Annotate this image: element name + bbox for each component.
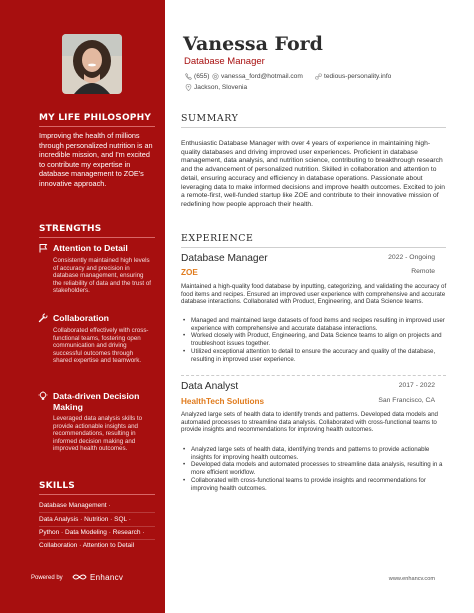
job-bullet: • Managed and maintained large datasets of food items and recipes resulting in improved user experience with comprehensive and accurate database interactions. — [181, 317, 447, 332]
strength-desc: Leveraged data analysis skills to provide actionable insights and recommendations, resulting in informed decision making and improved health outcomes. — [53, 415, 143, 453]
wrench-icon — [38, 313, 48, 323]
link-icon — [315, 73, 322, 80]
sidebar — [0, 0, 165, 613]
candidate-name: Vanessa Ford — [183, 33, 323, 55]
strengths-divider — [39, 237, 155, 238]
job-location: San Francisco, CA — [378, 397, 435, 404]
phone-icon — [185, 73, 192, 80]
job-bullet: • Worked closely with Product, Engineering, and Data Science teams to align on projects and troubleshoot issues together. — [181, 332, 447, 347]
lightbulb-icon — [38, 391, 48, 401]
flag-icon — [38, 243, 48, 253]
strength-desc: Collaborated effectively with cross-functional teams, fostering open communication and driving successful outcomes through shared expertise and teamwork. — [53, 327, 149, 365]
job-bullet: • Collaborated with cross-functional teams to provide insights and recommendations for improving health outcomes. — [181, 477, 447, 492]
experience-divider — [181, 247, 446, 248]
job-company: ZOE — [181, 268, 198, 277]
skill-line: Python · Data Modeling · Research · — [39, 529, 145, 536]
summary-divider — [181, 127, 446, 128]
job-title: Database Manager — [181, 253, 268, 264]
footer-url[interactable]: www.enhancv.com — [388, 576, 435, 582]
location-text: Jackson, Slovenia — [194, 84, 248, 91]
skills-divider — [39, 494, 155, 495]
job-location: Remote — [411, 268, 435, 275]
skill-divider — [39, 539, 155, 540]
strength-desc: Consistently maintained high levels of accuracy and precision in database management, ensuring the reliability of data and the trust of stakeholders. — [53, 257, 152, 295]
email-text[interactable]: vanessa_ford@hotmail.com — [221, 73, 303, 80]
job-bullet: • Utilized exceptional attention to detail to ensure the accuracy and quality of the database, resulting in improved user experience. — [181, 348, 447, 363]
job-bullets — [181, 446, 447, 492]
philosophy-divider — [39, 126, 155, 127]
job-title-header: Database Manager — [184, 56, 265, 67]
enhancv-brand[interactable]: Enhancv — [90, 573, 124, 582]
job-title: Data Analyst — [181, 381, 239, 392]
skill-divider — [39, 526, 155, 527]
skill-divider — [39, 512, 155, 513]
job-dates: 2022 - Ongoing — [388, 254, 435, 261]
job-bullets — [181, 317, 447, 363]
skill-line: Data Analysis · Nutrition · SQL · — [39, 516, 131, 523]
skills-heading: SKILLS — [39, 481, 75, 491]
strengths-heading: STRENGTHS — [39, 224, 102, 234]
summary-text: Enthusiastic Database Manager with over 4 years of experience in maintaining high-quality databases and driving improved user experiences. Proficient in database management, data analysis, and nutrition science, contributing to breakthrough research and the advancement of personalized nutrition. Skilled in collaboration and attention to detail, ensuring accuracy and efficiency in database operations. Passionate about leveraging data to make informed decisions and improve health outcomes. Excited to join a remote-first, well-funded startup like ZOE and contribute to their innovative mission of redefining how people approach their health. — [181, 140, 445, 208]
philosophy-heading: MY LIFE PHILOSOPHY — [39, 113, 152, 123]
strength-title: Data-driven Decision Making — [53, 391, 140, 412]
philosophy-text: Improving the health of millions through personalized nutrition is an incredible mission, and I'm excited to contribute my expertise in database management to ZOE's innovative approach. — [39, 131, 153, 188]
job-company: HealthTech Solutions — [181, 397, 265, 406]
experience-heading: EXPERIENCE — [181, 233, 254, 244]
job-description: Maintained a high-quality food database by inputting, categorizing, and validating the accuracy of food items and recipes. Ensured an improved user experience with comprehensive and accurate database interactions. Collaborated with Product, Engineering, and Data Science teams. — [181, 283, 447, 306]
job-bullet: • Developed data models and automated processes to streamline data analysis, resulting in a more efficient workflow. — [181, 461, 447, 476]
email-icon — [212, 73, 219, 80]
strength-title: Attention to Detail — [53, 243, 128, 253]
job-separator — [181, 375, 446, 376]
job-description: Analyzed large sets of health data to identify trends and patterns. Developed data models and automated processes to streamline data analysis. Collaborated with cross-functional teams to provide insights and recommendations for improving health outcomes. — [181, 411, 438, 434]
skill-line: Collaboration · Attention to Detail — [39, 542, 135, 549]
job-dates: 2017 - 2022 — [398, 382, 435, 389]
powered-by-label: Powered by — [31, 575, 63, 581]
skill-line: Database Management · — [39, 502, 111, 509]
location-pin-icon — [185, 84, 192, 91]
strength-title: Collaboration — [53, 313, 109, 323]
summary-heading: SUMMARY — [181, 113, 239, 124]
profile-photo — [62, 34, 122, 94]
phone-text[interactable]: (655) — [194, 73, 210, 80]
enhancv-logo-icon — [72, 572, 87, 582]
job-bullet: • Analyzed large sets of health data, identifying trends and patterns to provide actionable insights for improving health outcomes. — [181, 446, 447, 461]
website-text[interactable]: tedious-personality.info — [324, 73, 392, 80]
